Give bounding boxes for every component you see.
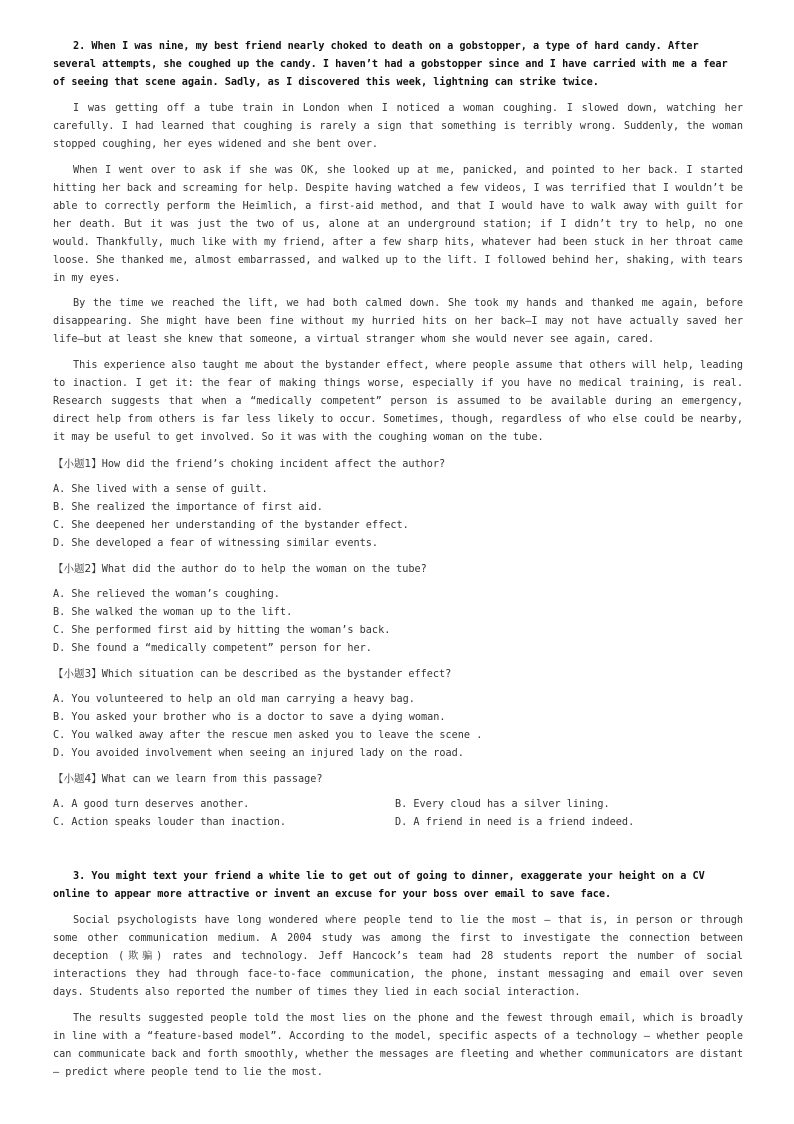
question-1-options	[53, 481, 743, 553]
question-2-options	[53, 586, 743, 658]
option-b: B. She walked the woman up to the lift.	[53, 607, 293, 618]
option-b: B. You asked your brother who is a doctor to save a dying woman.	[53, 712, 446, 723]
question-tag: 【小题4】	[53, 773, 102, 785]
option-d: D. You avoided involvement when seeing an injured lady on the road.	[53, 748, 464, 759]
option-c: C. Action speaks louder than inaction.	[53, 817, 287, 828]
passage-2-intro: 2. When I was nine, my best friend nearly choked to death on a gobstopper, a type of hard candy. After several attempts, she coughed up the candy. I haven’t had a gobstopper since and I have carried with me a fear of seeing that scene again. Sadly, as I discovered this week, lightning can strike twice.	[53, 41, 728, 88]
passage-2-paragraph-3: By the time we reached the lift, we had both calmed down. She took my hands and thanked me again, before disappearing. She might have been fine without my hurried hits on her back—I may not have actually saved her life—but at least she knew that someone, a virtual stranger whom she would never see again, cared.	[53, 298, 743, 345]
question-tag: 【小题3】	[53, 668, 102, 680]
passage-2-paragraph-4: This experience also taught me about the bystander effect, where people assume that others will help, leading to inaction. I get it: the fear of making things worse, especially if you have no medical training, is real. Research suggests that when a “medically competent” person is assumed to be available during an emergency, direct help from others is far less likely to occur. Sometimes, though, regardless of who else could be nearby, it may be useful to get involved. So it was with the coughing woman on the tube.	[53, 360, 743, 443]
passage-2-paragraph-1: I was getting off a tube train in London when I noticed a woman coughing. I slowed down, watching her carefully. I had learned that coughing is rarely a sign that something is terribly wrong. Suddenly, the woman stopped coughing, her eyes widened and she bent over.	[53, 103, 743, 150]
question-1	[53, 455, 743, 474]
question-text: Which situation can be described as the bystander effect?	[101, 669, 452, 680]
option-a: A. A good turn deserves another.	[53, 799, 250, 810]
question-3	[53, 665, 743, 684]
option-d: D. She developed a fear of witnessing similar events.	[53, 538, 379, 549]
passage-3-paragraph-1: Social psychologists have long wondered where people tend to lie the most — that is, in person or through some other communication medium. A 2004 study was among the first to investigate the connection between deception (欺骗) rates and technology. Jeff Hancock’s team had 28 students report the number of social interactions they had through face-to-face communication, the phone, instant messaging and email over seven days. Students also reported the number of times they lied in each social interaction.	[53, 915, 743, 998]
option-d: D. She found a “medically competent” person for her.	[53, 643, 372, 654]
question-3-options	[53, 691, 743, 763]
question-tag: 【小题2】	[53, 563, 102, 575]
passage-3-intro: 3. You might text your friend a white lie to get out of going to dinner, exaggerate your height on a CV online to appear more attractive or invent an excuse for your boss over email to save face.	[53, 871, 705, 900]
option-a: A. She lived with a sense of guilt.	[53, 484, 268, 495]
option-b: B. Every cloud has a silver lining.	[395, 799, 610, 810]
option-c: C. She deepened her understanding of the bystander effect.	[53, 520, 409, 531]
option-d: D. A friend in need is a friend indeed.	[395, 817, 635, 828]
option-b: B. She realized the importance of first aid.	[53, 502, 323, 513]
passage-3-paragraph-2: The results suggested people told the most lies on the phone and the fewest through email, which is broadly in line with a “feature-based model”. According to the model, specific aspects of a technology — whether people can communicate back and forth smoothly, whether the messages are fleeting and whether communicators are distant — predict where people tend to lie the most.	[53, 1013, 743, 1078]
question-2	[53, 560, 743, 579]
option-a: A. You volunteered to help an old man carrying a heavy bag.	[53, 694, 415, 705]
question-text: What did the author do to help the woman on the tube?	[101, 564, 427, 575]
passage-2-paragraph-2: When I went over to ask if she was OK, she looked up at me, panicked, and pointed to her back. I started hitting her back and screaming for help. Despite having watched a few videos, I was terrified that I wouldn’t be able to correctly perform the Heimlich, a first-aid method, and that I would have to walk away with guilt for her death. But it was just the two of us, alone at an underground station; if I didn’t try to help, no one would. Thankfully, much like with my friend, after a few sharp hits, whatever had been stuck in her throat came loose. She thanked me, almost embarrassed, and walked up to the lift. I followed behind her, shaking, with tears in my eyes.	[53, 165, 743, 284]
question-text: What can we learn from this passage?	[101, 774, 323, 785]
question-4	[53, 770, 743, 789]
option-c: C. She performed first aid by hitting the woman’s back.	[53, 625, 391, 636]
question-text: How did the friend’s choking incident affect the author?	[101, 459, 446, 470]
question-tag: 【小题1】	[53, 458, 102, 470]
option-c: C. You walked away after the rescue men asked you to leave the scene .	[53, 730, 483, 741]
option-a: A. She relieved the woman’s coughing.	[53, 589, 280, 600]
